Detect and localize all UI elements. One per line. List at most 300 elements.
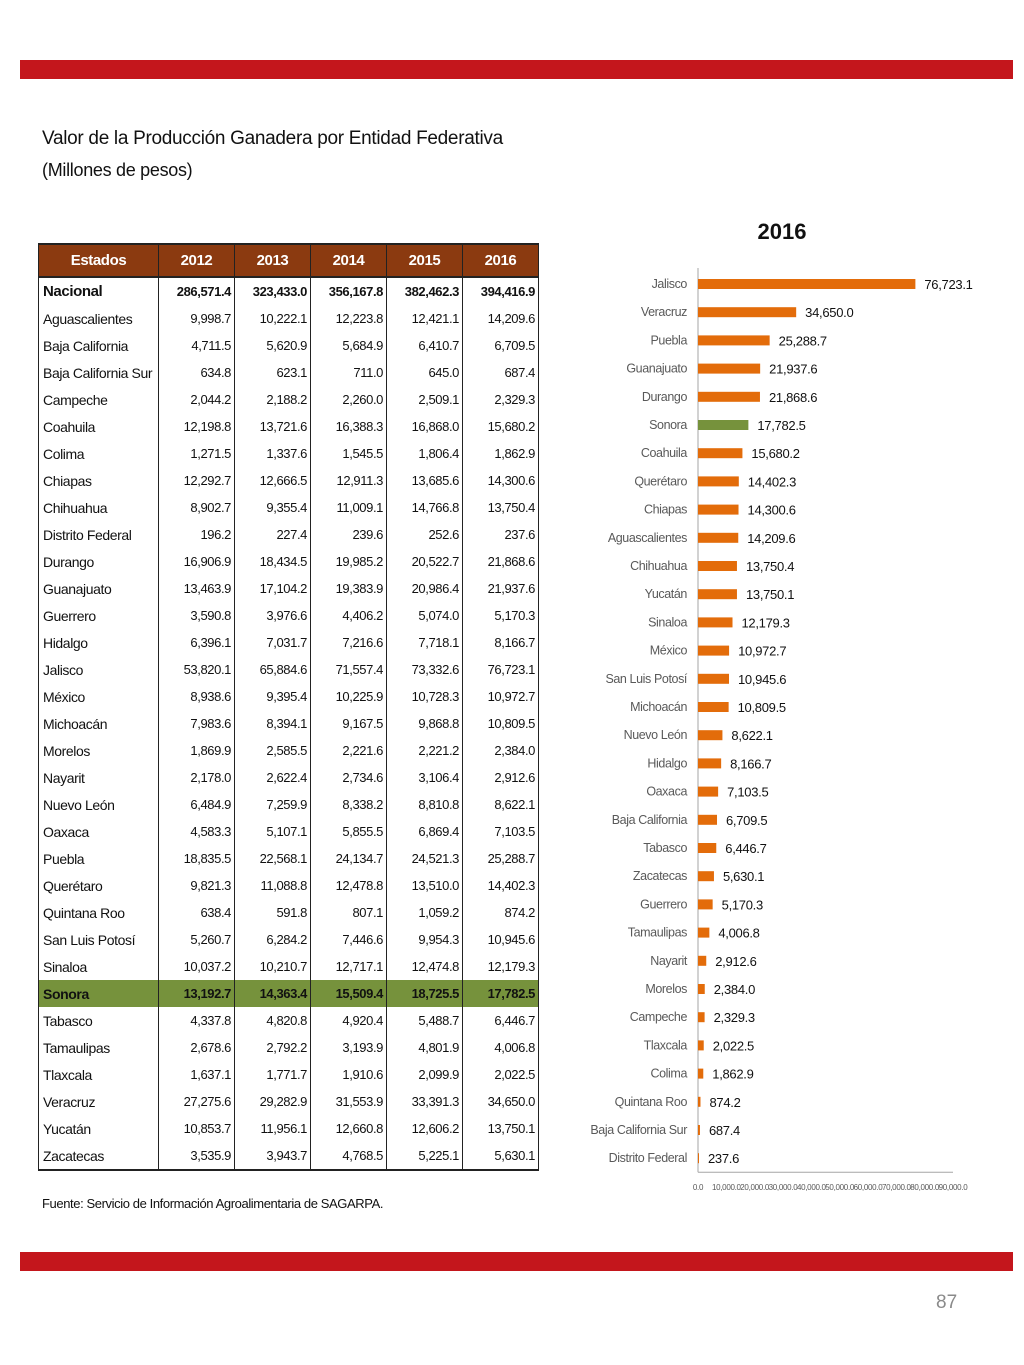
row-value-2016: 6,446.7 [463,1007,539,1034]
value-label: 5,630.1 [722,869,765,885]
row-value-2016: 14,209.6 [463,305,539,332]
header-2016: 2016 [463,244,539,277]
row-value-2014: 7,446.6 [311,926,387,953]
category-label: Sinaloa [648,615,687,630]
row-value-2014: 711.0 [311,359,387,386]
category-label: Puebla [650,333,687,348]
bar-méxico [698,646,729,656]
table-row [39,710,539,737]
bar-oaxaca [698,787,718,797]
row-state-name: Guanajuato [39,575,159,602]
row-value-2014: 11,009.1 [311,494,387,521]
table-row [39,791,539,818]
value-label: 10,809.5 [737,700,786,715]
row-value-2015: 20,986.4 [387,575,463,602]
row-state-name: Campeche [39,386,159,413]
row-value-2013: 11,088.8 [235,872,311,899]
bar-michoacán [698,702,729,712]
row-value-2016: 15,680.2 [463,413,539,440]
row-value-2016: 2,912.6 [463,764,539,791]
bar-chiapas [698,505,739,515]
row-value-2013: 12,666.5 [235,467,311,494]
bar-nuevo-león [698,730,722,740]
category-label: Jalisco [651,277,687,291]
category-label: Baja California [611,812,687,827]
category-label: Guanajuato [626,361,687,376]
category-label: Nuevo León [623,728,687,743]
bar-baja-california [698,815,717,825]
row-state-name: México [39,683,159,710]
row-value-2012: 1,271.5 [159,440,235,467]
row-value-2016: 10,972.7 [463,683,539,710]
row-value-2015: 645.0 [387,359,463,386]
row-value-2013: 2,622.4 [235,764,311,791]
row-value-2015: 20,522.7 [387,548,463,575]
row-value-2012: 6,396.1 [159,629,235,656]
row-value-2016: 687.4 [463,359,539,386]
x-tick-label: 10,000.0 [711,1183,741,1193]
value-label: 34,650.0 [805,305,854,321]
value-label: 14,300.6 [747,502,796,518]
value-label: 2,022.5 [712,1038,755,1054]
row-value-2014: 10,225.9 [311,683,387,710]
table-row [39,602,539,629]
row-value-2012: 2,678.6 [159,1034,235,1061]
category-label: Nayarit [650,953,687,968]
top-rule [20,60,1013,79]
row-value-2014: 7,216.6 [311,629,387,656]
row-state-name: San Luis Potosí [39,926,159,953]
header-2012: 2012 [159,244,235,277]
row-state-name: Puebla [39,845,159,872]
row-value-2013: 3,943.7 [235,1142,311,1170]
row-state-name: Tamaulipas [39,1034,159,1061]
bar-guanajuato [698,364,760,374]
row-value-2012: 9,998.7 [159,305,235,332]
row-value-2015: 24,521.3 [387,845,463,872]
category-label: Zacatecas [632,869,687,884]
row-value-2012: 6,484.9 [159,791,235,818]
row-value-2013: 2,585.5 [235,737,311,764]
row-state-name: Querétaro [39,872,159,899]
table-row [39,1007,539,1034]
row-value-2015: 1,059.2 [387,899,463,926]
row-value-2016: 874.2 [463,899,539,926]
value-label: 2,912.6 [715,953,757,969]
table-row [39,386,539,413]
value-label: 13,750.1 [745,587,795,603]
row-value-2012: 286,571.4 [159,277,235,305]
row-value-2016: 5,170.3 [463,602,539,629]
bar-veracruz [698,307,796,317]
value-label: 6,709.5 [726,812,768,828]
bar-colima [698,1069,703,1079]
x-tick-label: 0.0 [692,1183,704,1193]
row-state-name: Zacatecas [39,1142,159,1170]
bottom-rule [20,1252,1013,1271]
table-row [39,1034,539,1061]
row-value-2016: 2,384.0 [463,737,539,764]
bar-tabasco [698,843,716,853]
row-value-2015: 3,106.4 [387,764,463,791]
row-value-2016: 17,782.5 [463,980,539,1007]
row-value-2016: 14,402.3 [463,872,539,899]
row-value-2015: 13,510.0 [387,872,463,899]
row-value-2012: 1,869.9 [159,737,235,764]
row-value-2015: 10,728.3 [387,683,463,710]
row-state-name: Chiapas [39,467,159,494]
value-label: 687.4 [708,1123,740,1138]
row-state-name: Distrito Federal [39,521,159,548]
page-title: Valor de la Producción Ganadera por Entidad Federativa [42,128,503,149]
row-state-name: Yucatán [39,1115,159,1142]
row-value-2016: 394,416.9 [463,277,539,305]
category-label: San Luis Potosí [605,671,687,686]
row-value-2015: 18,725.5 [387,980,463,1007]
category-label: Yucatán [644,587,687,602]
row-value-2015: 5,488.7 [387,1007,463,1034]
table-row [39,359,539,386]
row-value-2012: 2,044.2 [159,386,235,413]
row-value-2012: 13,192.7 [159,980,235,1007]
row-value-2013: 18,434.5 [235,548,311,575]
category-label: Querétaro [634,474,687,489]
row-value-2015: 12,421.1 [387,305,463,332]
value-label: 237.6 [708,1151,740,1167]
row-value-2016: 13,750.4 [463,494,539,521]
row-state-name: Quintana Roo [39,899,159,926]
category-label: Sonora [649,418,687,432]
table-row [39,845,539,872]
row-value-2015: 2,221.2 [387,737,463,764]
bar-nayarit [698,956,706,966]
row-value-2016: 14,300.6 [463,467,539,494]
value-label: 13,750.4 [745,559,795,574]
header-2014: 2014 [311,244,387,277]
row-value-2013: 14,363.4 [235,980,311,1007]
table-row [39,1115,539,1142]
table-row [39,1142,539,1170]
value-label: 21,937.6 [769,361,818,377]
row-value-2012: 1,637.1 [159,1061,235,1088]
row-value-2014: 239.6 [311,521,387,548]
row-value-2013: 65,884.6 [235,656,311,683]
value-label: 17,782.5 [757,418,806,433]
row-value-2015: 9,954.3 [387,926,463,953]
row-value-2013: 4,820.8 [235,1007,311,1034]
row-value-2014: 9,167.5 [311,710,387,737]
category-label: México [649,643,687,658]
row-value-2016: 12,179.3 [463,953,539,980]
header-2013: 2013 [235,244,311,277]
table-row [39,980,539,1007]
page-subtitle: (Millones de pesos) [42,160,193,180]
row-value-2013: 9,395.4 [235,683,311,710]
row-value-2012: 634.8 [159,359,235,386]
table-row [39,494,539,521]
row-value-2016: 1,862.9 [463,440,539,467]
row-value-2013: 623.1 [235,359,311,386]
category-label: Chiapas [643,502,687,517]
row-value-2015: 12,474.8 [387,953,463,980]
row-value-2014: 12,660.8 [311,1115,387,1142]
row-value-2015: 12,606.2 [387,1115,463,1142]
row-state-name: Colima [39,440,159,467]
row-value-2013: 2,792.2 [235,1034,311,1061]
row-value-2015: 13,685.6 [387,467,463,494]
category-label: Colima [650,1066,687,1081]
bar-jalisco [698,279,915,289]
row-value-2016: 13,750.1 [463,1115,539,1142]
row-value-2014: 1,910.6 [311,1061,387,1088]
value-label: 7,103.5 [727,784,769,800]
row-state-name: Veracruz [39,1088,159,1115]
table-row [39,872,539,899]
row-value-2012: 3,590.8 [159,602,235,629]
row-state-name: Chihuahua [39,494,159,521]
row-value-2012: 5,260.7 [159,926,235,953]
row-value-2012: 9,821.3 [159,872,235,899]
table-row [39,629,539,656]
row-state-name: Nacional [39,277,159,305]
row-state-name: Hidalgo [39,629,159,656]
bar-aguascalientes [698,533,738,543]
x-tick-label: 50,000.0 [825,1183,855,1193]
table-header-row [39,244,539,277]
x-tick-label: 90,000.0 [938,1183,968,1193]
table-row [39,953,539,980]
value-label: 25,288.7 [778,333,827,349]
bar-hidalgo [698,758,721,768]
row-state-name: Coahuila [39,413,159,440]
value-label: 1,862.9 [712,1066,754,1082]
row-value-2016: 2,022.5 [463,1061,539,1088]
row-value-2014: 19,985.2 [311,548,387,575]
row-value-2016: 21,937.6 [463,575,539,602]
bar-distrito-federal [698,1153,699,1163]
x-tick-label: 60,000.0 [853,1183,883,1193]
row-value-2014: 31,553.9 [311,1088,387,1115]
row-value-2013: 323,433.0 [235,277,311,305]
bar-zacatecas [698,871,714,881]
row-value-2014: 4,768.5 [311,1142,387,1170]
category-label: Baja California Sur [590,1123,687,1137]
row-value-2013: 10,210.7 [235,953,311,980]
bar-chihuahua [698,561,737,571]
row-value-2013: 2,188.2 [235,386,311,413]
row-value-2014: 4,406.2 [311,602,387,629]
row-value-2014: 356,167.8 [311,277,387,305]
row-value-2014: 12,911.3 [311,467,387,494]
bar-coahuila [698,448,742,458]
value-label: 12,179.3 [741,615,790,631]
row-value-2014: 12,478.8 [311,872,387,899]
row-value-2014: 807.1 [311,899,387,926]
table-row [39,413,539,440]
row-value-2016: 8,166.7 [463,629,539,656]
table-row [39,332,539,359]
row-value-2013: 29,282.9 [235,1088,311,1115]
row-value-2015: 5,225.1 [387,1142,463,1170]
row-value-2016: 21,868.6 [463,548,539,575]
row-value-2014: 3,193.9 [311,1034,387,1061]
row-value-2012: 10,853.7 [159,1115,235,1142]
x-tick-label: 30,000.0 [768,1183,798,1193]
bar-sinaloa [698,617,733,627]
bar-san-luis-potosí [698,674,729,684]
row-value-2013: 1,337.6 [235,440,311,467]
table-row [39,818,539,845]
row-value-2016: 4,006.8 [463,1034,539,1061]
row-value-2014: 5,684.9 [311,332,387,359]
row-state-name: Nuevo León [39,791,159,818]
row-value-2013: 3,976.6 [235,602,311,629]
row-value-2015: 2,099.9 [387,1061,463,1088]
row-value-2015: 252.6 [387,521,463,548]
value-label: 4,006.8 [718,925,760,941]
row-value-2016: 25,288.7 [463,845,539,872]
row-value-2015: 5,074.0 [387,602,463,629]
value-label: 6,446.7 [725,841,767,856]
row-value-2015: 33,391.3 [387,1088,463,1115]
row-state-name: Sonora [39,980,159,1007]
row-value-2016: 2,329.3 [463,386,539,413]
bar-puebla [698,335,770,345]
bar-querétaro [698,476,739,486]
value-label: 10,972.7 [738,643,787,659]
row-value-2014: 19,383.9 [311,575,387,602]
category-label: Tamaulipas [627,925,687,940]
value-label: 14,402.3 [747,474,797,490]
row-value-2014: 15,509.4 [311,980,387,1007]
table-row [39,467,539,494]
row-value-2013: 11,956.1 [235,1115,311,1142]
row-value-2013: 591.8 [235,899,311,926]
row-value-2012: 53,820.1 [159,656,235,683]
row-value-2014: 12,223.8 [311,305,387,332]
row-value-2014: 2,221.6 [311,737,387,764]
category-label: Tabasco [643,841,687,855]
row-value-2013: 8,394.1 [235,710,311,737]
value-label: 5,170.3 [721,897,763,913]
row-value-2012: 4,337.8 [159,1007,235,1034]
x-tick-label: 40,000.0 [796,1183,826,1193]
row-value-2012: 12,292.7 [159,467,235,494]
category-label: Morelos [645,982,687,996]
table-row [39,1088,539,1115]
table-row [39,305,539,332]
row-value-2013: 1,771.7 [235,1061,311,1088]
value-label: 8,166.7 [730,756,772,772]
row-value-2012: 8,938.6 [159,683,235,710]
row-value-2013: 7,259.9 [235,791,311,818]
table-row [39,764,539,791]
bar-guerrero [698,899,713,909]
value-label: 15,680.2 [751,446,800,462]
value-label: 14,209.6 [747,530,796,546]
row-value-2012: 4,711.5 [159,332,235,359]
row-value-2012: 10,037.2 [159,953,235,980]
category-label: Aguascalientes [607,530,687,545]
row-value-2015: 2,509.1 [387,386,463,413]
table-row [39,548,539,575]
value-label: 2,329.3 [713,1010,755,1026]
row-value-2015: 6,869.4 [387,818,463,845]
row-state-name: Durango [39,548,159,575]
row-value-2013: 227.4 [235,521,311,548]
bar-tlaxcala [698,1040,704,1050]
row-value-2015: 8,810.8 [387,791,463,818]
row-state-name: Oaxaca [39,818,159,845]
bar-quintana-roo [698,1097,700,1107]
row-value-2012: 2,178.0 [159,764,235,791]
table-row [39,575,539,602]
row-value-2012: 8,902.7 [159,494,235,521]
row-value-2012: 196.2 [159,521,235,548]
row-value-2012: 13,463.9 [159,575,235,602]
table-row [39,656,539,683]
row-value-2016: 7,103.5 [463,818,539,845]
bar-baja-california-sur [698,1125,700,1135]
table-row [39,737,539,764]
row-value-2014: 24,134.7 [311,845,387,872]
chart-title: 2016 [757,219,807,244]
table-row [39,683,539,710]
table-row [39,277,539,305]
row-value-2013: 6,284.2 [235,926,311,953]
row-value-2015: 4,801.9 [387,1034,463,1061]
table-row [39,521,539,548]
row-value-2016: 237.6 [463,521,539,548]
bar-durango [698,392,760,402]
row-value-2016: 5,630.1 [463,1142,539,1170]
category-label: Coahuila [640,446,687,461]
row-value-2013: 7,031.7 [235,629,311,656]
header-estados: Estados [39,244,159,277]
bar-tamaulipas [698,928,709,938]
category-label: Durango [641,389,687,404]
row-value-2012: 638.4 [159,899,235,926]
category-label: Guerrero [640,897,687,912]
row-value-2014: 4,920.4 [311,1007,387,1034]
row-value-2014: 12,717.1 [311,953,387,980]
category-label: Distrito Federal [608,1151,687,1166]
header-2015: 2015 [387,244,463,277]
row-state-name: Morelos [39,737,159,764]
row-value-2013: 13,721.6 [235,413,311,440]
value-label: 10,945.6 [738,671,787,687]
row-value-2016: 34,650.0 [463,1088,539,1115]
row-value-2013: 22,568.1 [235,845,311,872]
row-value-2014: 2,734.6 [311,764,387,791]
row-value-2012: 16,906.9 [159,548,235,575]
row-state-name: Tlaxcala [39,1061,159,1088]
row-state-name: Nayarit [39,764,159,791]
table-row [39,926,539,953]
value-label: 76,723.1 [924,277,973,292]
table-row [39,1061,539,1088]
value-label: 21,868.6 [768,389,818,405]
row-value-2014: 2,260.0 [311,386,387,413]
bar-morelos [698,984,705,994]
x-tick-label: 70,000.0 [881,1183,911,1193]
production-table [38,243,539,1171]
row-value-2012: 27,275.6 [159,1088,235,1115]
row-value-2014: 16,388.3 [311,413,387,440]
row-state-name: Michoacán [39,710,159,737]
bar-yucatán [698,589,737,599]
row-value-2016: 10,945.6 [463,926,539,953]
